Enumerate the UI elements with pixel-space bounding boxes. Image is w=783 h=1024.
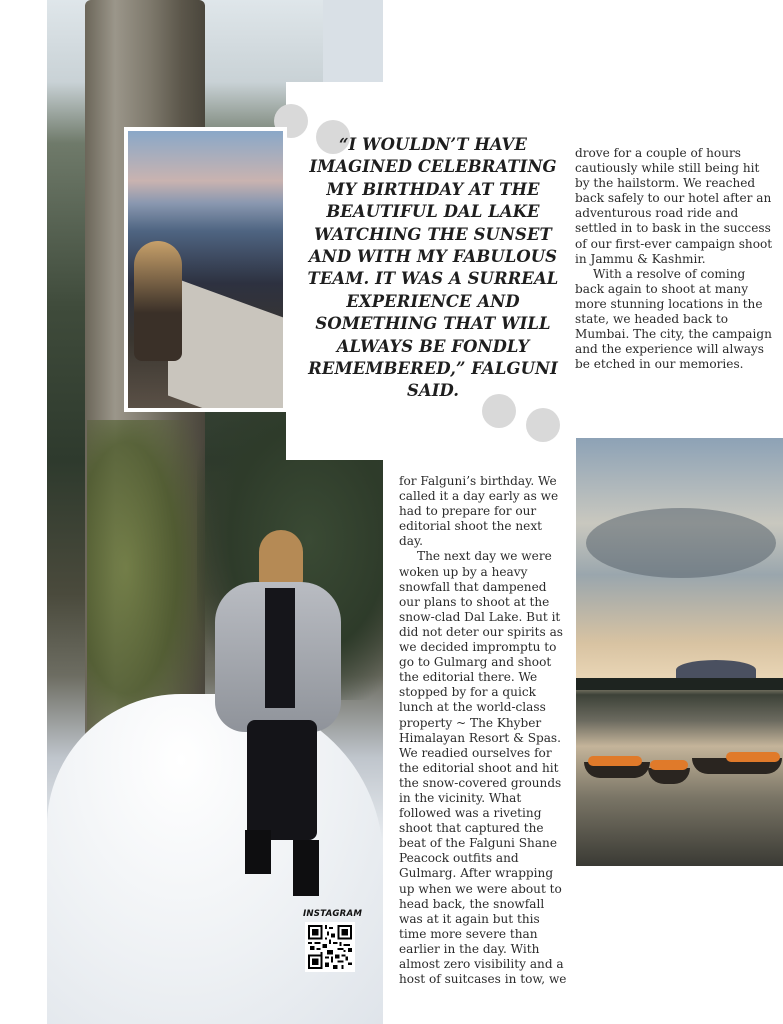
photo-dal-lake-shikaras [576, 438, 783, 866]
instagram-label: INSTAGRAM [303, 909, 363, 919]
hill [676, 660, 756, 680]
paragraph: The next day we were woken up by a heavy snowfall that dampened our plans to shoot at the snow-clad Dal Lake. But it did not deter our spirits as we decided impromptu to go to Gulmarg and shoot the editorial there. We stopped by for a quick lunch at the world-class property ~ The Khyber Himalayan Resort & Spas. We readied ourselves for the editorial shoot and hit the snow-covered grounds in the vicinity. What followed was a riveting shoot that captured the beat of the Falguni Shane Peacock outfits and Gulmarg. After wrapping up when we were about to head back, the snowfall was at it again but this time more severe than earlier in the day. With almost zero visibility and a host of suitcases in tow, we [399, 549, 567, 987]
pull-quote-card [286, 82, 568, 460]
body-column-right [575, 146, 775, 372]
quote-close-icon [526, 408, 560, 442]
flowers [650, 760, 688, 770]
flowers [726, 752, 780, 762]
pull-quote-text: “I WOULDN’T HAVE IMAGINED CELEBRATING MY BIRTHDAY AT THE BEAUTIFUL DAL LAKE WATCHING THE SUNSET AND WITH MY FABULOUS TEAM. IT WAS A SURREAL EXPERIENCE AND SOMETHING THAT WILL ALWAYS BE FONDLY REMEMBERED,” FALGUNI SAID. [307, 135, 559, 401]
qr-code-icon[interactable] [305, 922, 355, 972]
black-jeans [247, 720, 317, 840]
boat [648, 768, 690, 784]
shore [576, 678, 783, 690]
paragraph: With a resolve of coming back again to shoot at many more stunning locations in the state, we headed back to Mumbai. The city, the campaign and the experience will always be etched in our memories. [575, 266, 772, 372]
boot-left [245, 830, 271, 874]
flowers [588, 756, 642, 766]
body-column-middle [399, 474, 569, 987]
sky-patch [323, 0, 383, 90]
counter [168, 276, 287, 412]
woman-in-fur-coat [207, 530, 347, 900]
cloud [586, 508, 776, 578]
boot-right [293, 840, 319, 896]
black-top [265, 588, 295, 708]
paragraph: drove for a couple of hours cautiously while still being hit by the hailstorm. We reached back safely to our hotel after an adventurous road ride and settled in to bask in the success of our first-ever campaign shoot in Jammu & Kashmir. [575, 146, 773, 266]
quote-close-icon [482, 394, 516, 428]
woman-blonde [134, 241, 182, 361]
paragraph: for Falguni’s birthday. We called it a day early as we had to prepare for our editorial shoot the next day. [399, 474, 559, 549]
inset-photo-birthday-dal-lake [124, 127, 287, 412]
